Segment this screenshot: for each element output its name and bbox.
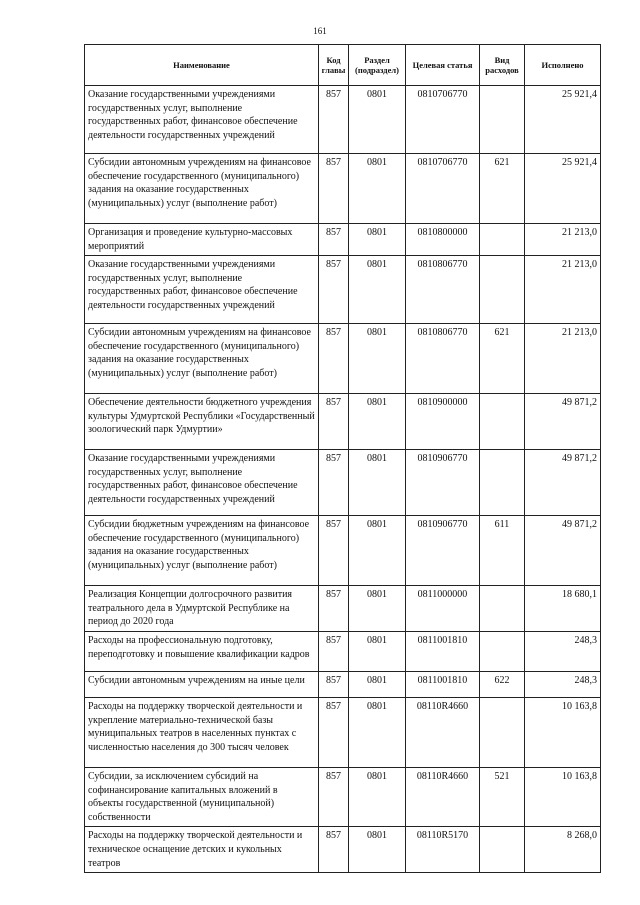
row-expense-type: 621 (480, 154, 525, 224)
row-code: 857 (319, 86, 349, 154)
table-row (85, 516, 601, 586)
row-expense-type: 622 (480, 671, 525, 697)
table-row (85, 631, 601, 671)
row-target: 0810900000 (406, 394, 480, 450)
row-expense-type (480, 697, 525, 767)
header-expense-type: Вид расходов (480, 45, 525, 86)
table-row (85, 224, 601, 256)
row-code: 857 (319, 394, 349, 450)
row-name: Обеспечение деятельности бюджетного учреждения культуры Удмуртской Республики «Государственный зоологический парк Удмуртии» (85, 394, 319, 450)
row-target: 0810806770 (406, 256, 480, 324)
row-code: 857 (319, 697, 349, 767)
row-amount: 248,3 (525, 671, 601, 697)
row-code: 857 (319, 224, 349, 256)
row-name: Организация и проведение культурно-массовых мероприятий (85, 224, 319, 256)
header-code: Код главы (319, 45, 349, 86)
row-expense-type (480, 631, 525, 671)
table-row (85, 256, 601, 324)
row-name: Субсидии, за исключением субсидий на софинансирование капитальных вложений в объекты государственной (муниципальной) собственности (85, 767, 319, 826)
header-section: Раздел (подраздел) (349, 45, 406, 86)
row-section: 0801 (349, 586, 406, 632)
table-row (85, 324, 601, 394)
row-target: 0810906770 (406, 450, 480, 516)
row-target: 0811001810 (406, 631, 480, 671)
row-section: 0801 (349, 516, 406, 586)
row-target: 0811000000 (406, 586, 480, 632)
budget-execution-table (84, 44, 601, 873)
row-target: 08110R4660 (406, 697, 480, 767)
row-amount: 49 871,2 (525, 516, 601, 586)
row-target: 0810706770 (406, 86, 480, 154)
row-target: 08110R5170 (406, 827, 480, 873)
row-target: 0810706770 (406, 154, 480, 224)
row-section: 0801 (349, 154, 406, 224)
row-expense-type (480, 450, 525, 516)
row-amount: 8 268,0 (525, 827, 601, 873)
header-executed: Исполнено (525, 45, 601, 86)
table-row (85, 154, 601, 224)
row-expense-type (480, 827, 525, 873)
row-section: 0801 (349, 697, 406, 767)
row-name: Оказание государственными учреждениями государственных услуг, выполнение государственных работ, финансовое обеспечение деятельности государственных учреждений (85, 450, 319, 516)
row-section: 0801 (349, 671, 406, 697)
row-name: Оказание государственными учреждениями государственных услуг, выполнение государственных работ, финансовое обеспечение деятельности государственных учреждений (85, 256, 319, 324)
page-number: 161 (313, 26, 327, 36)
table-row (85, 586, 601, 632)
header-target: Целевая статья (406, 45, 480, 86)
row-amount: 10 163,8 (525, 697, 601, 767)
row-target: 08110R4660 (406, 767, 480, 826)
row-code: 857 (319, 450, 349, 516)
header-name: Наименование (85, 45, 319, 86)
row-expense-type (480, 586, 525, 632)
row-expense-type (480, 224, 525, 256)
row-section: 0801 (349, 767, 406, 826)
row-expense-type (480, 256, 525, 324)
table-row (85, 86, 601, 154)
row-code: 857 (319, 671, 349, 697)
table-row (85, 450, 601, 516)
row-section: 0801 (349, 450, 406, 516)
row-expense-type (480, 86, 525, 154)
row-name: Субсидии автономным учреждениям на иные цели (85, 671, 319, 697)
row-name: Расходы на профессиональную подготовку, переподготовку и повышение квалификации кадров (85, 631, 319, 671)
row-amount: 21 213,0 (525, 224, 601, 256)
row-code: 857 (319, 586, 349, 632)
table-row (85, 671, 601, 697)
row-expense-type: 621 (480, 324, 525, 394)
row-amount: 21 213,0 (525, 324, 601, 394)
header-row (85, 45, 601, 86)
row-amount: 21 213,0 (525, 256, 601, 324)
row-expense-type (480, 394, 525, 450)
table-row (85, 697, 601, 767)
row-target: 0810806770 (406, 324, 480, 394)
row-target: 0810906770 (406, 516, 480, 586)
row-expense-type: 611 (480, 516, 525, 586)
table-row (85, 767, 601, 826)
row-section: 0801 (349, 86, 406, 154)
row-amount: 248,3 (525, 631, 601, 671)
row-name: Оказание государственными учреждениями государственных услуг, выполнение государственных работ, финансовое обеспечение деятельности государственных учреждений (85, 86, 319, 154)
table-row (85, 827, 601, 873)
row-section: 0801 (349, 324, 406, 394)
row-code: 857 (319, 256, 349, 324)
row-code: 857 (319, 324, 349, 394)
row-code: 857 (319, 631, 349, 671)
row-amount: 18 680,1 (525, 586, 601, 632)
row-amount: 25 921,4 (525, 86, 601, 154)
row-name: Субсидии бюджетным учреждениям на финансовое обеспечение государственного (муниципального) задания на оказание государственных (муниципальных) услуг (выполнение работ) (85, 516, 319, 586)
row-target: 0811001810 (406, 671, 480, 697)
row-amount: 49 871,2 (525, 394, 601, 450)
row-name: Субсидии автономным учреждениям на финансовое обеспечение государственного (муниципального) задания на оказание государственных (муниципальных) услуг (выполнение работ) (85, 324, 319, 394)
row-code: 857 (319, 827, 349, 873)
row-section: 0801 (349, 827, 406, 873)
row-target: 0810800000 (406, 224, 480, 256)
row-name: Субсидии автономным учреждениям на финансовое обеспечение государственного (муниципального) задания на оказание государственных (муниципальных) услуг (выполнение работ) (85, 154, 319, 224)
row-code: 857 (319, 516, 349, 586)
row-name: Реализация Концепции долгосрочного развития театрального дела в Удмуртской Республике на период до 2020 года (85, 586, 319, 632)
row-code: 857 (319, 767, 349, 826)
row-section: 0801 (349, 256, 406, 324)
row-amount: 10 163,8 (525, 767, 601, 826)
row-name: Расходы на поддержку творческой деятельности и техническое оснащение детских и кукольных театров (85, 827, 319, 873)
row-code: 857 (319, 154, 349, 224)
table-row (85, 394, 601, 450)
row-amount: 25 921,4 (525, 154, 601, 224)
row-amount: 49 871,2 (525, 450, 601, 516)
row-section: 0801 (349, 394, 406, 450)
row-section: 0801 (349, 631, 406, 671)
row-name: Расходы на поддержку творческой деятельности и укрепление материально-технической базы муниципальных театров в населенных пунктах с численностью населения до 300 тысяч человек (85, 697, 319, 767)
row-section: 0801 (349, 224, 406, 256)
row-expense-type: 521 (480, 767, 525, 826)
